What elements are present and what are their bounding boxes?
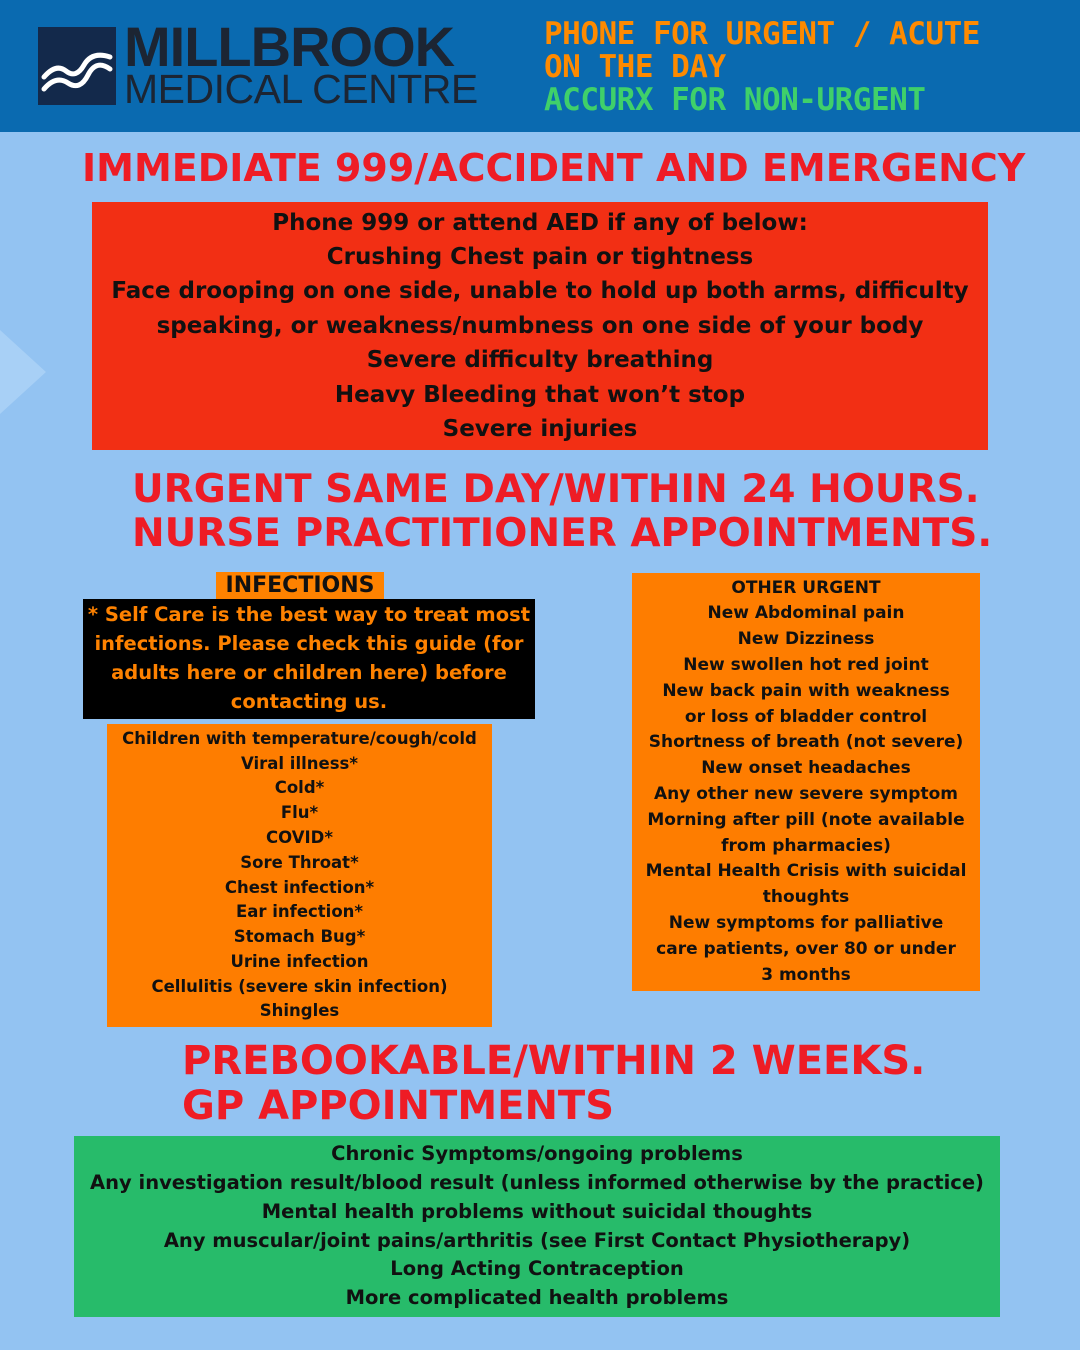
other-urgent-box: [632, 573, 980, 991]
list-item: Shingles: [259, 1001, 340, 1021]
list-item: New onset headaches: [701, 758, 911, 779]
list-item: Children with temperature/cough/cold: [122, 728, 477, 748]
list-item: Chest infection*: [224, 877, 375, 897]
list-item: More complicated health problems: [345, 1286, 729, 1310]
list-item: Stomach Bug*: [233, 927, 366, 947]
list-item: Shortness of breath (not severe): [648, 732, 964, 753]
list-item: Mental health problems without suicidal thoughts: [261, 1199, 813, 1223]
infections-label: INFECTIONS: [216, 572, 384, 600]
accurx-line: ACCURX FOR NON-URGENT: [544, 82, 926, 118]
prebookable-title-line-2: GP APPOINTMENTS: [182, 1083, 615, 1129]
list-item: or loss of bladder control: [684, 706, 928, 727]
list-item: Urine infection: [230, 951, 369, 971]
list-item: Morning after pill (note available: [647, 809, 965, 830]
list-item: Any muscular/joint pains/arthritis (see First Contact Physiotherapy): [163, 1228, 911, 1252]
emergency-line: Severe injuries: [442, 416, 638, 443]
emergency-line: Phone 999 or attend AED if any of below:: [272, 209, 808, 236]
list-item: New swollen hot red joint: [683, 655, 929, 676]
selfcare-line: contacting us.: [230, 689, 388, 713]
list-item: Mental Health Crisis with suicidal: [645, 861, 967, 882]
list-item: Long Acting Contraception: [390, 1257, 684, 1281]
list-item: New Dizziness: [737, 629, 875, 650]
urgent-title-line-2: NURSE PRACTITIONER APPOINTMENTS.: [132, 511, 993, 556]
header-banner: [0, 0, 1080, 132]
list-item: Cellulitis (severe skin infection): [151, 976, 448, 996]
list-item: New Abdominal pain: [707, 603, 905, 624]
gp-appointments-box: [74, 1136, 1000, 1317]
urgent-title-line-1: URGENT SAME DAY/WITHIN 24 HOURS.: [132, 467, 980, 512]
list-item: Ear infection*: [235, 902, 364, 922]
decorative-arrow-shape: [0, 330, 46, 414]
infections-list: [107, 724, 492, 1027]
emergency-line: Crushing Chest pain or tightness: [326, 243, 754, 270]
list-item: Cold*: [274, 778, 325, 798]
list-item: Sore Throat*: [240, 852, 359, 872]
list-item: thoughts: [762, 887, 850, 908]
list-item: Chronic Symptoms/ongoing problems: [331, 1142, 743, 1166]
prebookable-title-line-1: PREBOOKABLE/WITHIN 2 WEEKS.: [182, 1038, 926, 1084]
list-item: care patients, over 80 or under: [656, 938, 956, 959]
selfcare-line: infections. Please check this guide (for: [94, 632, 524, 656]
emergency-line: speaking, or weakness/numbness on one side of your body: [156, 312, 924, 339]
list-item: COVID*: [266, 827, 333, 847]
other-urgent-heading: OTHER URGENT: [731, 577, 881, 598]
list-item: Any other new severe symptom: [654, 784, 958, 804]
selfcare-line: adults here or children here) before: [111, 661, 507, 684]
emergency-line: Severe difficulty breathing: [366, 347, 714, 374]
emergency-line: Heavy Bleeding that won’t stop: [334, 381, 746, 408]
list-item: New symptoms for palliative: [668, 912, 944, 933]
list-item: New back pain with weakness: [662, 680, 950, 701]
list-item: from pharmacies): [721, 835, 891, 856]
list-item: Any investigation result/blood result (unless informed otherwise by the practice): [90, 1170, 984, 1194]
emergency-line: Face drooping on one side, unable to hold up both arms, difficulty: [111, 278, 969, 305]
selfcare-note: [83, 599, 535, 719]
logo-name: MILLBROOK: [124, 15, 455, 78]
phone-line-1: PHONE FOR URGENT / ACUTE: [544, 16, 980, 52]
logo-subtitle: MEDICAL CENTRE: [124, 66, 478, 112]
selfcare-line: * Self Care is the best way to treat most: [87, 603, 531, 627]
emergency-title: IMMEDIATE 999/ACCIDENT AND EMERGENCY: [82, 146, 1026, 190]
phone-line-2: ON THE DAY: [544, 49, 726, 85]
list-item: Viral illness*: [241, 753, 358, 773]
list-item: 3 months: [761, 964, 851, 985]
emergency-box: [92, 202, 988, 450]
list-item: Flu*: [280, 803, 319, 823]
mountain-wave-logo-icon: [38, 27, 116, 105]
